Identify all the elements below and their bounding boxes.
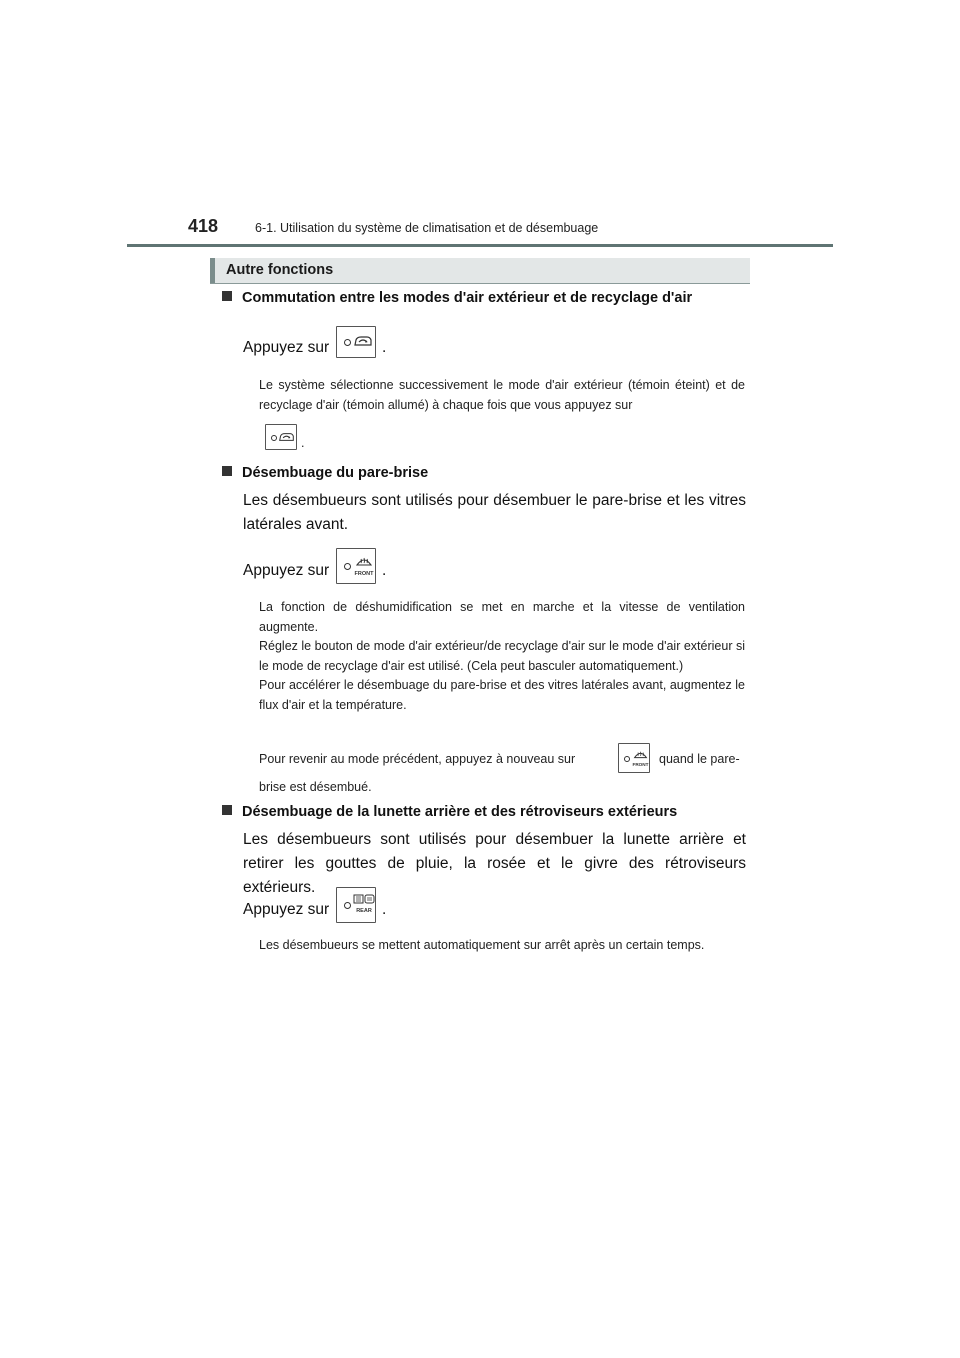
bullet-square: [222, 291, 232, 301]
indicator-led: [271, 435, 277, 441]
indicator-led: [344, 902, 351, 909]
windshield-heading-text: Désembuage du pare-brise: [242, 465, 429, 481]
bullet-square: [222, 805, 232, 815]
rear-heading: [222, 804, 677, 820]
recirculation-press-label: Appuyez sur: [243, 339, 330, 356]
bullet-square: [222, 466, 232, 476]
air-recirculation-icon: [278, 431, 295, 443]
section-accent: [210, 258, 215, 283]
windshield-press-end: .: [382, 562, 387, 579]
header-divider: [127, 244, 833, 247]
windshield-press-label: Appuyez sur: [243, 562, 330, 579]
page-number: 418: [188, 216, 219, 236]
recirculation-note-end: .: [301, 436, 305, 450]
recirculation-heading-text: Commutation entre les modes d'air extérieur et de recyclage d'air: [242, 290, 693, 306]
breadcrumb: 6-1. Utilisation du système de climatisation et de désembuage: [255, 221, 599, 235]
rear-body: Les désembueurs sont utilisés pour désembuer la lunette arrière et retirer les gouttes de pluie, la rosée et le givre des rétroviseurs extérieurs.: [243, 831, 746, 896]
rear-note: Les désembueurs se mettent automatiquement sur arrêt après un certain temps.: [259, 938, 705, 952]
indicator-led: [624, 756, 630, 762]
windshield-note: La fonction de déshumidification se met en marche et la vitesse de ventilation augmente. Réglez le bouton de mode d'air extérieur/de recyclage d'air sur le mode d'air extérieur si le mode de recyclage d'air est utilisé. (Cela peut basculer automatiquement.) Pour accélérer le désembuage du pare-brise et des vitres latérales avant, augmentez le flux d'air et la température.: [259, 600, 745, 712]
section-title: Autre fonctions: [226, 262, 334, 278]
recirculation-button-inline[interactable]: [265, 424, 297, 450]
front-label: FRONT: [354, 571, 374, 577]
rear-press-label: Appuyez sur: [243, 901, 330, 918]
rear-label: REAR: [356, 908, 372, 914]
front-defroster-button-inline[interactable]: [618, 743, 650, 773]
windshield-return-last: brise est désembué.: [259, 780, 372, 794]
front-defroster-button[interactable]: [336, 548, 376, 584]
front-defroster-icon: [354, 553, 374, 579]
windshield-heading: [222, 465, 428, 481]
recirculation-press-end: .: [382, 339, 387, 356]
front-defroster-icon: [632, 747, 649, 770]
rear-defroster-icon: [352, 892, 376, 918]
recirculation-button[interactable]: [336, 326, 376, 358]
windshield-return-after: quand le pare-: [659, 752, 740, 766]
indicator-led: [344, 339, 351, 346]
rear-heading-text: Désembuage de la lunette arrière et des rétroviseurs extérieurs: [242, 804, 678, 820]
indicator-led: [344, 563, 351, 570]
rear-defroster-button[interactable]: [336, 887, 376, 923]
recirculation-note: Le système sélectionne successivement le mode d'air extérieur (témoin éteint) et de recyclage d'air (témoin allumé) à chaque fois que vous appuyez sur: [259, 378, 745, 412]
front-label: FRONT: [632, 762, 649, 768]
recirculation-heading: [222, 290, 692, 306]
section-title-bar: [210, 258, 750, 284]
windshield-return-before: Pour revenir au mode précédent, appuyez à nouveau sur: [259, 752, 576, 766]
windshield-body: Les désembueurs sont utilisés pour désembuer le pare-brise et les vitres latérales avant.: [243, 492, 746, 533]
rear-press-end: .: [382, 901, 387, 918]
air-recirculation-icon: [353, 334, 373, 348]
